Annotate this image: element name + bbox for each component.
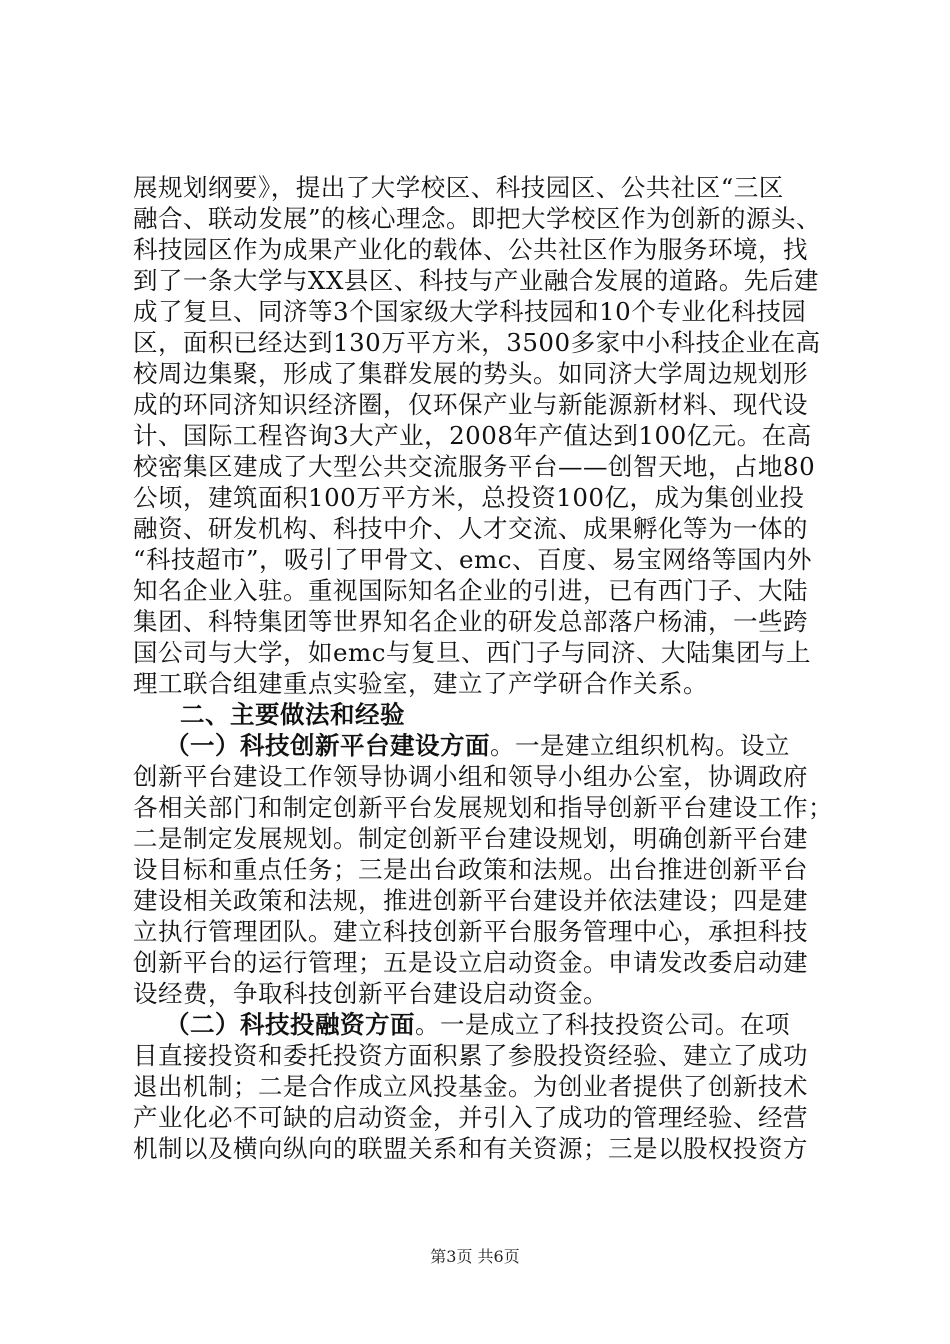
text-line: 科技园区作为成果产业化的载体、公共社区作为服务环境，找	[133, 235, 808, 264]
text-line: 区，面积已经达到130万平方米，3500多家中小科技企业在高	[133, 328, 821, 357]
text-line: 融合、联动发展”的核心理念。即把大学校区作为创新的源头、	[133, 204, 822, 233]
text-line: 公顷，建筑面积100万平方米，总投资100亿，成为集创业投	[133, 483, 805, 512]
text-line: 校密集区建成了大型公共交流服务平台——创智天地，占地80	[133, 452, 816, 481]
text-line: 各相关部门和制定创新平台发展规划和指导创新平台建设工作；	[133, 793, 833, 822]
subsection-text: 。一是建立组织机构。设立	[490, 731, 790, 760]
text-line: 立执行管理团队。建立科技创新平台服务管理中心，承担科技	[133, 917, 808, 946]
text-line: 计、国际工程咨询3大产业，2008年产值达到100亿元。在高	[133, 421, 812, 450]
subsection-text: 。一是成立了科技投资公司。在项	[415, 1010, 790, 1039]
text-line: 国公司与大学，如emc与复旦、西门子与同济、大陆集团与上	[133, 638, 811, 667]
subsection-first-line	[165, 731, 825, 761]
text-line: 到了一条大学与XX县区、科技与产业融合发展的道路。先后建	[133, 266, 819, 295]
subsection-heading: （二）科技投融资方面	[165, 1010, 415, 1039]
text-line: 设经费，争取科技创新平台建设启动资金。	[133, 979, 608, 1008]
text-line: 设目标和重点任务；三是出台政策和法规。出台推进创新平台	[133, 855, 808, 884]
page-footer: 第3页 共6页	[430, 1247, 520, 1266]
text-line: 建设相关政策和法规，推进创新平台建设并依法建设；四是建	[133, 886, 808, 915]
text-line: 目直接投资和委托投资方面积累了参股投资经验、建立了成功	[133, 1041, 808, 1070]
section-heading: 二、主要做法和经验	[180, 700, 405, 729]
text-line: 产业化必不可缺的启动资金，并引入了成功的管理经验、经营	[133, 1103, 808, 1132]
text-line: 退出机制；二是合作成立风投基金。为创业者提供了创新技术	[133, 1072, 808, 1101]
text-line: 展规划纲要》，提出了大学校区、科技园区、公共社区“三区	[133, 173, 784, 202]
text-line: 融资、研发机构、科技中介、人才交流、成果孵化等为一体的	[133, 514, 808, 543]
text-line: 理工联合组建重点实验室，建立了产学研合作关系。	[133, 669, 708, 698]
text-line: 成了复旦、同济等3个国家级大学科技园和10个专业化科技园	[133, 297, 807, 326]
text-line: 知名企业入驻。重视国际知名企业的引进，已有西门子、大陆	[133, 576, 808, 605]
text-line: 机制以及横向纵向的联盟关系和有关资源；三是以股权投资方	[133, 1134, 808, 1163]
text-line: 创新平台建设工作领导协调小组和领导小组办公室，协调政府	[133, 762, 808, 791]
text-line: 成的环同济知识经济圈，仅环保产业与新能源新材料、现代设	[133, 390, 808, 419]
text-line: 二是制定发展规划。制定创新平台建设规划，明确创新平台建	[133, 824, 808, 853]
text-line: 集团、科特集团等世界知名企业的研发总部落户杨浦，一些跨	[133, 607, 808, 636]
text-line: “科技超市”，吸引了甲骨文、emc、百度、易宝网络等国内外	[133, 545, 813, 574]
text-line: 创新平台的运行管理；五是设立启动资金。申请发改委启动建	[133, 948, 808, 977]
subsection-heading: （一）科技创新平台建设方面	[165, 731, 490, 760]
text-line: 校周边集聚，形成了集群发展的势头。如同济大学周边规划形	[133, 359, 808, 388]
subsection-first-line	[165, 1010, 825, 1040]
